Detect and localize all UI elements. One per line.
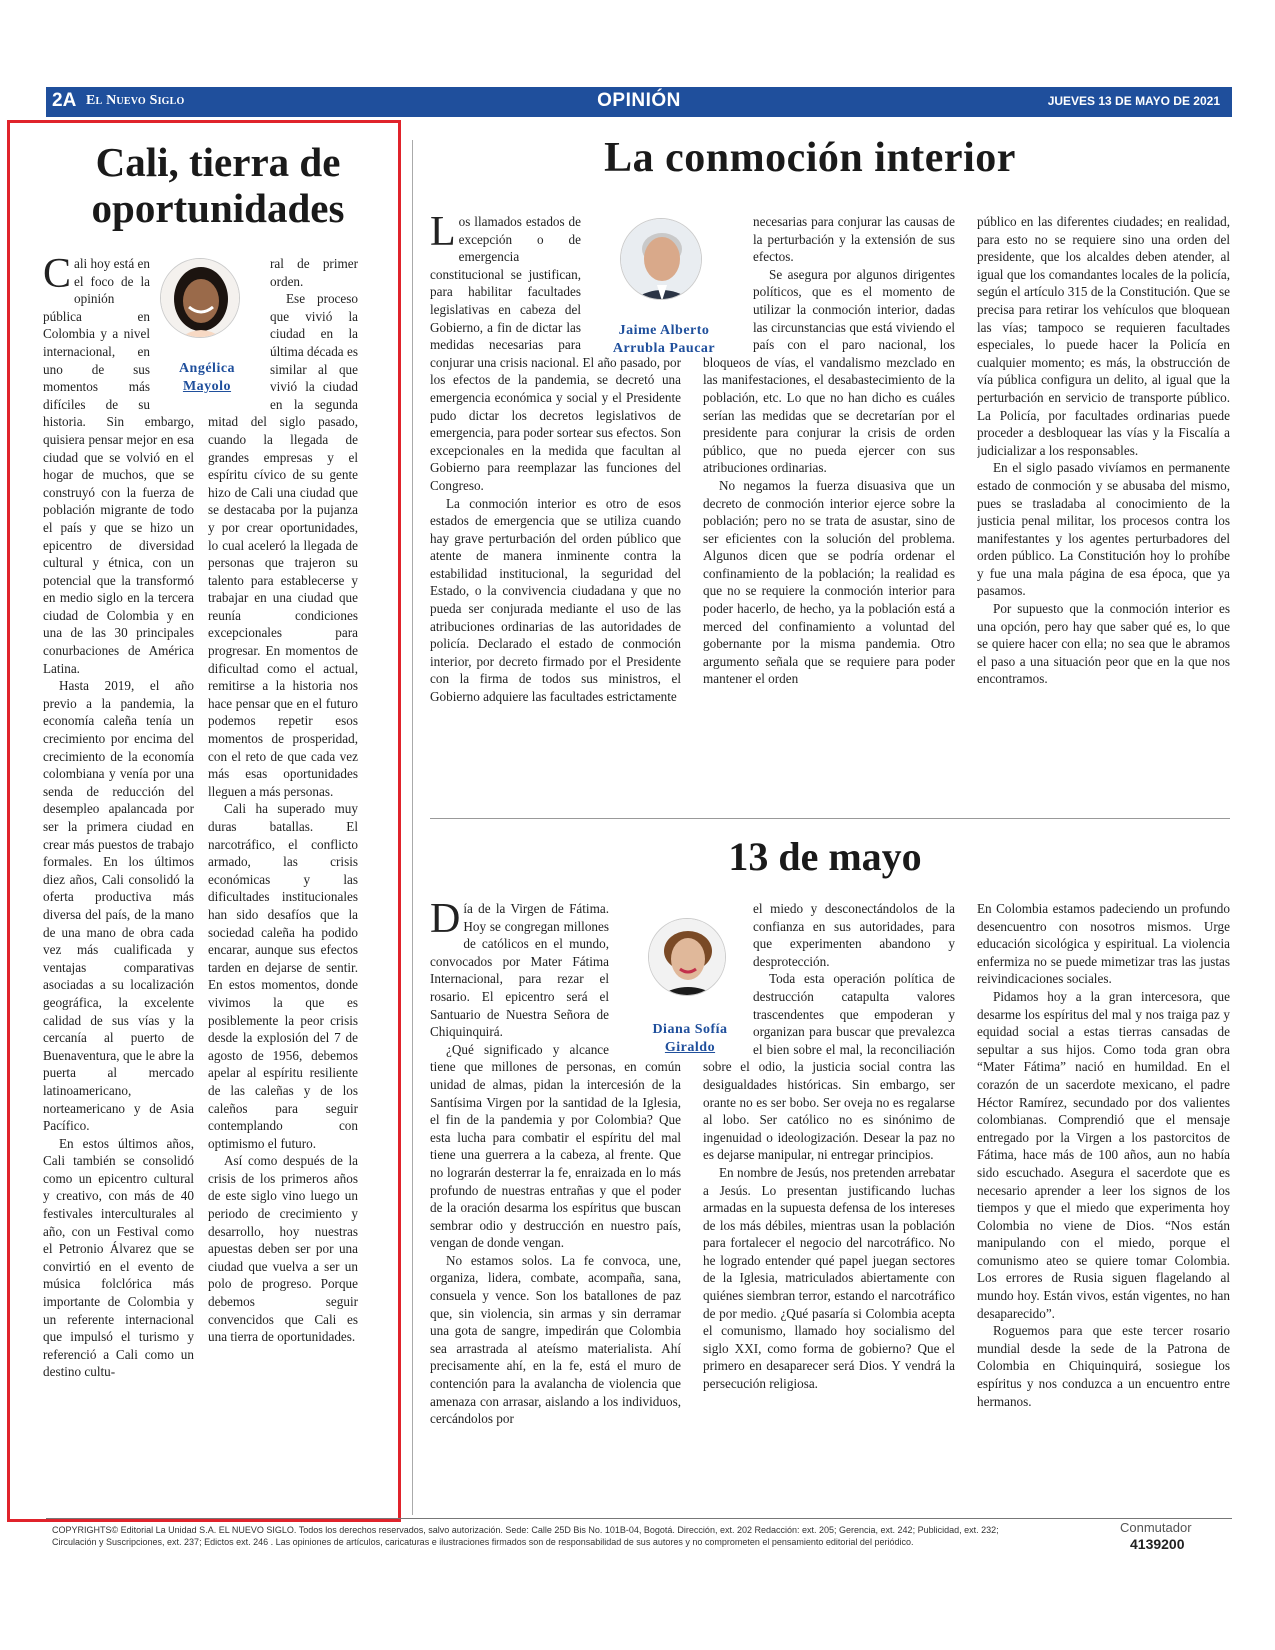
page-number: 2A (52, 90, 77, 111)
paragraph: Así como después de la crisis de los primeros años de este siglo vino luego un periodo de crecimiento y desarrollo, hoy nuestras apuestas deben ser por una ciudad que vuelva a ser un polo de progreso. Porque debemos seguir convencidos que Cali es una tierra de oportunidades. (208, 1153, 358, 1345)
author-last-name: Mayolo (182, 379, 232, 394)
author-first-name: Jaime Alberto (618, 323, 710, 338)
paragraph: Hasta 2019, el año previo a la pandemia, la economía caleña tenía un crecimiento por encima del crecimiento de la economía colombiana y venía por una senda de reducción del desempleo apalancada por ser la primera ciudad en crear más puestos de trabajo formales. En los últimos diez años, Cali consolidó la oferta productiva más diversa del país, de la mano de una mano de obra cada vez más cualificada y ventajas comparativas asociadas a su localización geográfica, la excelente calidad de sus vías y la cercanía al puerto de Buenaventura, que le abre la puerta al mercado latinoamericano, norteamericano y de Asia Pacífico. (43, 678, 194, 1134)
paragraph: Se asegura por algunos dirigentes políticos, que es el momento de utilizar la conmoción interior, dadas las circunstancias que está viviendo el país con el paro nacional, los bloqueos de vías, el vandalismo mezclado en las manifestaciones, el desabastecimiento de la población, etc. Lo que no han dicho es cuáles serían las medidas que se decretarían por el presidente para conjurar la crisis de orden público, que no pueda ejercer con sus atribuciones ordinarias. (703, 266, 955, 476)
article-title-conmocion: La conmoción interior (604, 135, 1016, 181)
article-title-13-de-mayo: 13 de mayo (728, 834, 922, 879)
article-column (977, 900, 1230, 1495)
drop-cap: C (43, 255, 72, 297)
section-title: OPINIÓN (597, 90, 681, 111)
paragraph: ral de primer orden. (270, 256, 358, 289)
column-divider (412, 140, 413, 1515)
article-column (430, 213, 681, 783)
paragraph: necesarias para conjurar las causas de la perturbación y la extensión de sus efectos. (753, 214, 955, 265)
article-column (208, 255, 358, 1438)
paragraph: No negamos la fuerza disuasiva que un decreto de conmoción interior ejerce sobre la población; pero no se trata de asustar, sino de ser eficientes con la solución del problema. Algunos dicen que se podría ordenar el confinamiento de la población; la realidad es que no se requiere la conmoción interior para poder hacerlo, de hecho, ya la población está a merced del confinamiento a voluntad del gobernante por la misma pandemia. Otro argumento señala que se requiere para poder mantener el orden (703, 477, 955, 687)
paragraph: Roguemos para que este tercer rosario mundial desde la sede de la Patrona de Colombia en Chiquinquirá, sosiegue los espíritus y nos conduzca a un encuentro entre hermanos. (977, 1323, 1230, 1409)
author-first-name: Angélica (178, 361, 236, 376)
paragraph: público en las diferentes ciudades; en realidad, para esto no se requiere sino una orden del presidente, que los alcaldes deben atender, al igual que los comandantes locales de la policía, según el artículo 315 de la Constitución. Que se precisa para retirar los vehículos que bloquean las vías; tampoco se requieren facultades especiales, lo puede hacer la Policía en cualquier momento; es más, la obstrucción de vía pública configura un delito, al igual que la perturbación en servicio de transporte público. La Policía, por facultades ordinarias puede proceder a desbloquear las vías y la Fiscalía a judicializar a los responsables. (977, 214, 1230, 458)
footer-divider (46, 1518, 1232, 1519)
paragraph: Por supuesto que la conmoción interior es una opción, pero hay que saber qué es, lo que se quiere hacer con ella; no sea que le abramos el paso a una situación peor que en la que nos encontramos. (977, 601, 1230, 687)
paragraph: La conmoción interior es otro de esos estados de emergencia que se utiliza cuando hay grave perturbación del orden público que atente de manera inminente contra la estabilidad institucional, la seguridad del Estado, o la convivencia ciudadana y que no pueda ser conjurada mediante el uso de las atribuciones ordinarias de las autoridades de policía. Declarado el estado de conmoción interior, por decreto firmado por el Presidente con la firma de todos sus ministros, el Gobierno adquiere las facultades estrictamente (430, 495, 681, 705)
drop-cap: L (430, 213, 456, 255)
paragraph: En nombre de Jesús, nos pretenden arrebatar a Jesús. Lo presentan justificando luchas armadas en la supuesta defensa de los intereses de los más débiles, mientras usan la población para fortalecer el negocio del narcotráfico. No he logrado entender qué papel juegan sectores de la Iglesia, matriculados abiertamente con quiénes siembran terror, estando el narcotráfico de por medio. ¿Qué pasaría si Colombia acepta el comunismo, llamado hoy socialismo del siglo XXI, como forma de gobierno? Que el primero en desaparecer será Dios. Y vendrá la persecución religiosa. (703, 1164, 955, 1392)
article-column (703, 900, 955, 1495)
article-column (43, 255, 194, 1438)
paragraph: Cali ha superado muy duras batallas. El narcotráfico, el conflicto armado, las crisis económicas y las dificultades institucionales han sido desafíos que la sociedad caleña ha podido encarar, aunque sus efectos tarden en dejarse de sentir. En estos momentos, donde vivimos la que es posiblemente la peor crisis desde la explosión del 7 de agosto de 1956, debemos apelar al espíritu resiliente de las caleñas y de los caleños para seguir contemplando con optimismo el futuro. (208, 801, 358, 1151)
paragraph: os llamados estados de excepción o de emergencia constitucional se justifican, para habilitar facultades legislativas en cabeza del Gobierno, a fin de dictar las medidas necesarias para conjurar una crisis nacional. El año pasado, por los efectos de la pandemia, se decretó una emergencia económica y social y el Presidente pudo dictar los decretos legislativos de emergencia, para poder sortear sus efectos. Son excepcionales en la medida que facultan al Gobierno para reemplazar las funciones del Congreso. (430, 214, 681, 493)
switchboard-label: Conmutador (1120, 1520, 1192, 1535)
article-title-cali: Cali, tierra de oportunidades (91, 139, 345, 231)
footer-copyright (52, 1524, 1102, 1548)
author-last-name: Arrubla Paucar (612, 341, 716, 356)
paragraph: No estamos solos. La fe convoca, une, organiza, lidera, combate, acompaña, sana, consuela y vence. Son los batallones de paz que, sin violencia, sin armas y sin derramar una gota de sangre, impedirán que Colombia sea arrastrada al ateísmo materialista. Ahí precisamente ahí, en la fe, está el muro de contención para la avalancha de violencia que amenaza con arrasar, aislando a los individuos, cercándolos por (430, 1252, 681, 1427)
paragraph: ía de la Virgen de Fátima. Hoy se congregan millones de católicos en el mundo, convocados por Mater Fátima Internacional, para rezar el rosario. El epicentro será el Santuario de Nuestra Señora de Chiquinquirá. (430, 901, 609, 1040)
footer-line-1: COPYRIGHTS© Editorial La Unidad S.A. EL NUEVO SIGLO. Todos los derechos reservados, salvo autorización. Sede: Calle 25D Bis No. 101B-04, Bogotá. Dirección, ext. 202 Redacción: ext. 205; Gerencia, ext. 242; Publicidad, ext. 232; (52, 1525, 999, 1535)
article-column (703, 213, 955, 783)
page-header (46, 87, 1232, 117)
paragraph: Toda esta operación política de destrucción catapulta valores trascendentes que empoderan y organizan para buscar que prevalezca el bien sobre el mal, la reconciliación sobre el odio, la justicia social contra las desigualdades históricas. Sin embargo, ser orante no es ser bobo. Ser oveja no es regalarse al lobo. Ser católico no es sinónimo de ingenuidad o ideologización. Desear la paz no es dejarse manipular, ni entregar principios. (703, 971, 955, 1163)
issue-date: JUEVES 13 DE MAYO DE 2021 (1047, 94, 1220, 108)
author-first-name: Diana Sofía (652, 1022, 728, 1037)
paragraph: Pidamos hoy a la gran intercesora, que desarme los espíritus del mal y nos traiga paz y equidad social a estas tierras cansadas de sepultar a sus hijos. Como toda gran obra “Mater Fátima” nació en humildad. En el corazón de un sacerdote mexicano, el padre Héctor Ramírez, secundado por dos valientes colombianas. Comprendió que el mensaje entregado por la Virgen a los pastorcitos de Fátima, hace más de 100 años, aun no había sido escuchado. Asegura el sacerdote que es necesario aprender a leer los signos de los tiempos y que el miedo que experimenta hoy Colombia no viene de Dios. “Nos están manipulando con el miedo, porque el comunismo ateo se quiere tomar Colombia. Los errores de Rusia siguen flagelando al mundo hoy. Están vivos, están vigentes, no han desaparecido”. (977, 988, 1230, 1321)
footer-line-2: Circulación y Suscripciones, ext. 237; Edictos ext. 246 . Las opiniones de artículos, caricaturas e ilustraciones firmados son de responsabilidad de sus autores y no comprometen el pensamiento editorial del periódico. (52, 1537, 914, 1547)
author-last-name: Giraldo (664, 1040, 716, 1055)
article-divider (430, 818, 1230, 819)
paragraph: ¿Qué significado y alcance tiene que millones de personas, en común unidad de almas, pidan la intercesión de la Santísima Virgen por la santidad de la Iglesia, el fin de la pandemia y por Colombia? Que esta lucha para combatir el espíritu del mal tiene una guerrera a la cabeza, al frente. Que no lograrán desterrar la fe, enraizada en lo más profundo de nuestras entrañas y que el poder de la oración desarma los espíritus que buscan sembrar odio y destrucción en nuestro país, vengan de donde vengan. (430, 1041, 681, 1251)
paragraph: En el siglo pasado vivíamos en permanente estado de conmoción y se abusaba del mismo, pues se trasladaba al conocimiento de la justicia penal militar, los procesos contra los manifestantes y los agentes perturbadores del orden público. La Constitución hoy lo prohíbe y fue una mala página de esa época, que ya pasamos. (977, 460, 1230, 599)
paper-name: El Nuevo Siglo (86, 93, 185, 108)
drop-cap: D (430, 900, 461, 942)
paragraph: Ese proceso que vivió la ciudad en la última década es similar al que vivió la ciudad en la segunda mitad del siglo pasado, cuando la llegada de grandes empresas y el espíritu cívico de su gente hizo de Cali una ciudad que se destacaba por la pujanza y por crear oportunidades, lo cual aceleró la llegada de personas que trajeron su talento para establecerse y trabajar en una ciudad que reunía condiciones excepcionales para progresar. En momentos de dificultad como el actual, remitirse a la historia nos hace pensar que en el futuro podemos repetir esos momentos de prosperidad, con el reto de que cada vez más esas oportunidades lleguen a más personas. (208, 291, 358, 799)
switchboard-number: 4139200 (1130, 1536, 1185, 1552)
paragraph: En Colombia estamos padeciendo un profundo desencuentro con nosotros mismos. Urge educación sicológica y espiritual. La violencia enfermiza no se puede mimetizar tras las justas reivindicaciones sociales. (977, 901, 1230, 987)
article-column (430, 900, 681, 1495)
paragraph: ali hoy está en el foco de la opinión pública en Colombia y a nivel internacional, en uno de sus momentos más difíciles de su historia. Sin embargo, quisiera pensar mejor en esa ciudad que se volvió en el hogar de muchos, que se construyó con la fuerza de población migrante de todo el país y que se hizo un epicentro de diversidad cultural y étnica, con un potencial que la transformó en medio siglo en la tercera ciudad de Colombia y en una de las 30 principales conurbaciones de América Latina. (43, 256, 194, 676)
article-column (977, 213, 1230, 783)
paragraph: En estos últimos años, Cali también se consolidó como un epicentro cultural y creativo, con más de 40 festivales interculturales al año, con un Festival como el Petronio Álvarez que se convirtió en el evento de música folclórica más importante de Colombia y un referente internacional que impulsó el turismo y referenció a Cali como un destino cultu- (43, 1135, 194, 1380)
paragraph: el miedo y desconectándolos de la confianza en sus autoridades, para que experimenten abandono y desprotección. (753, 901, 955, 969)
